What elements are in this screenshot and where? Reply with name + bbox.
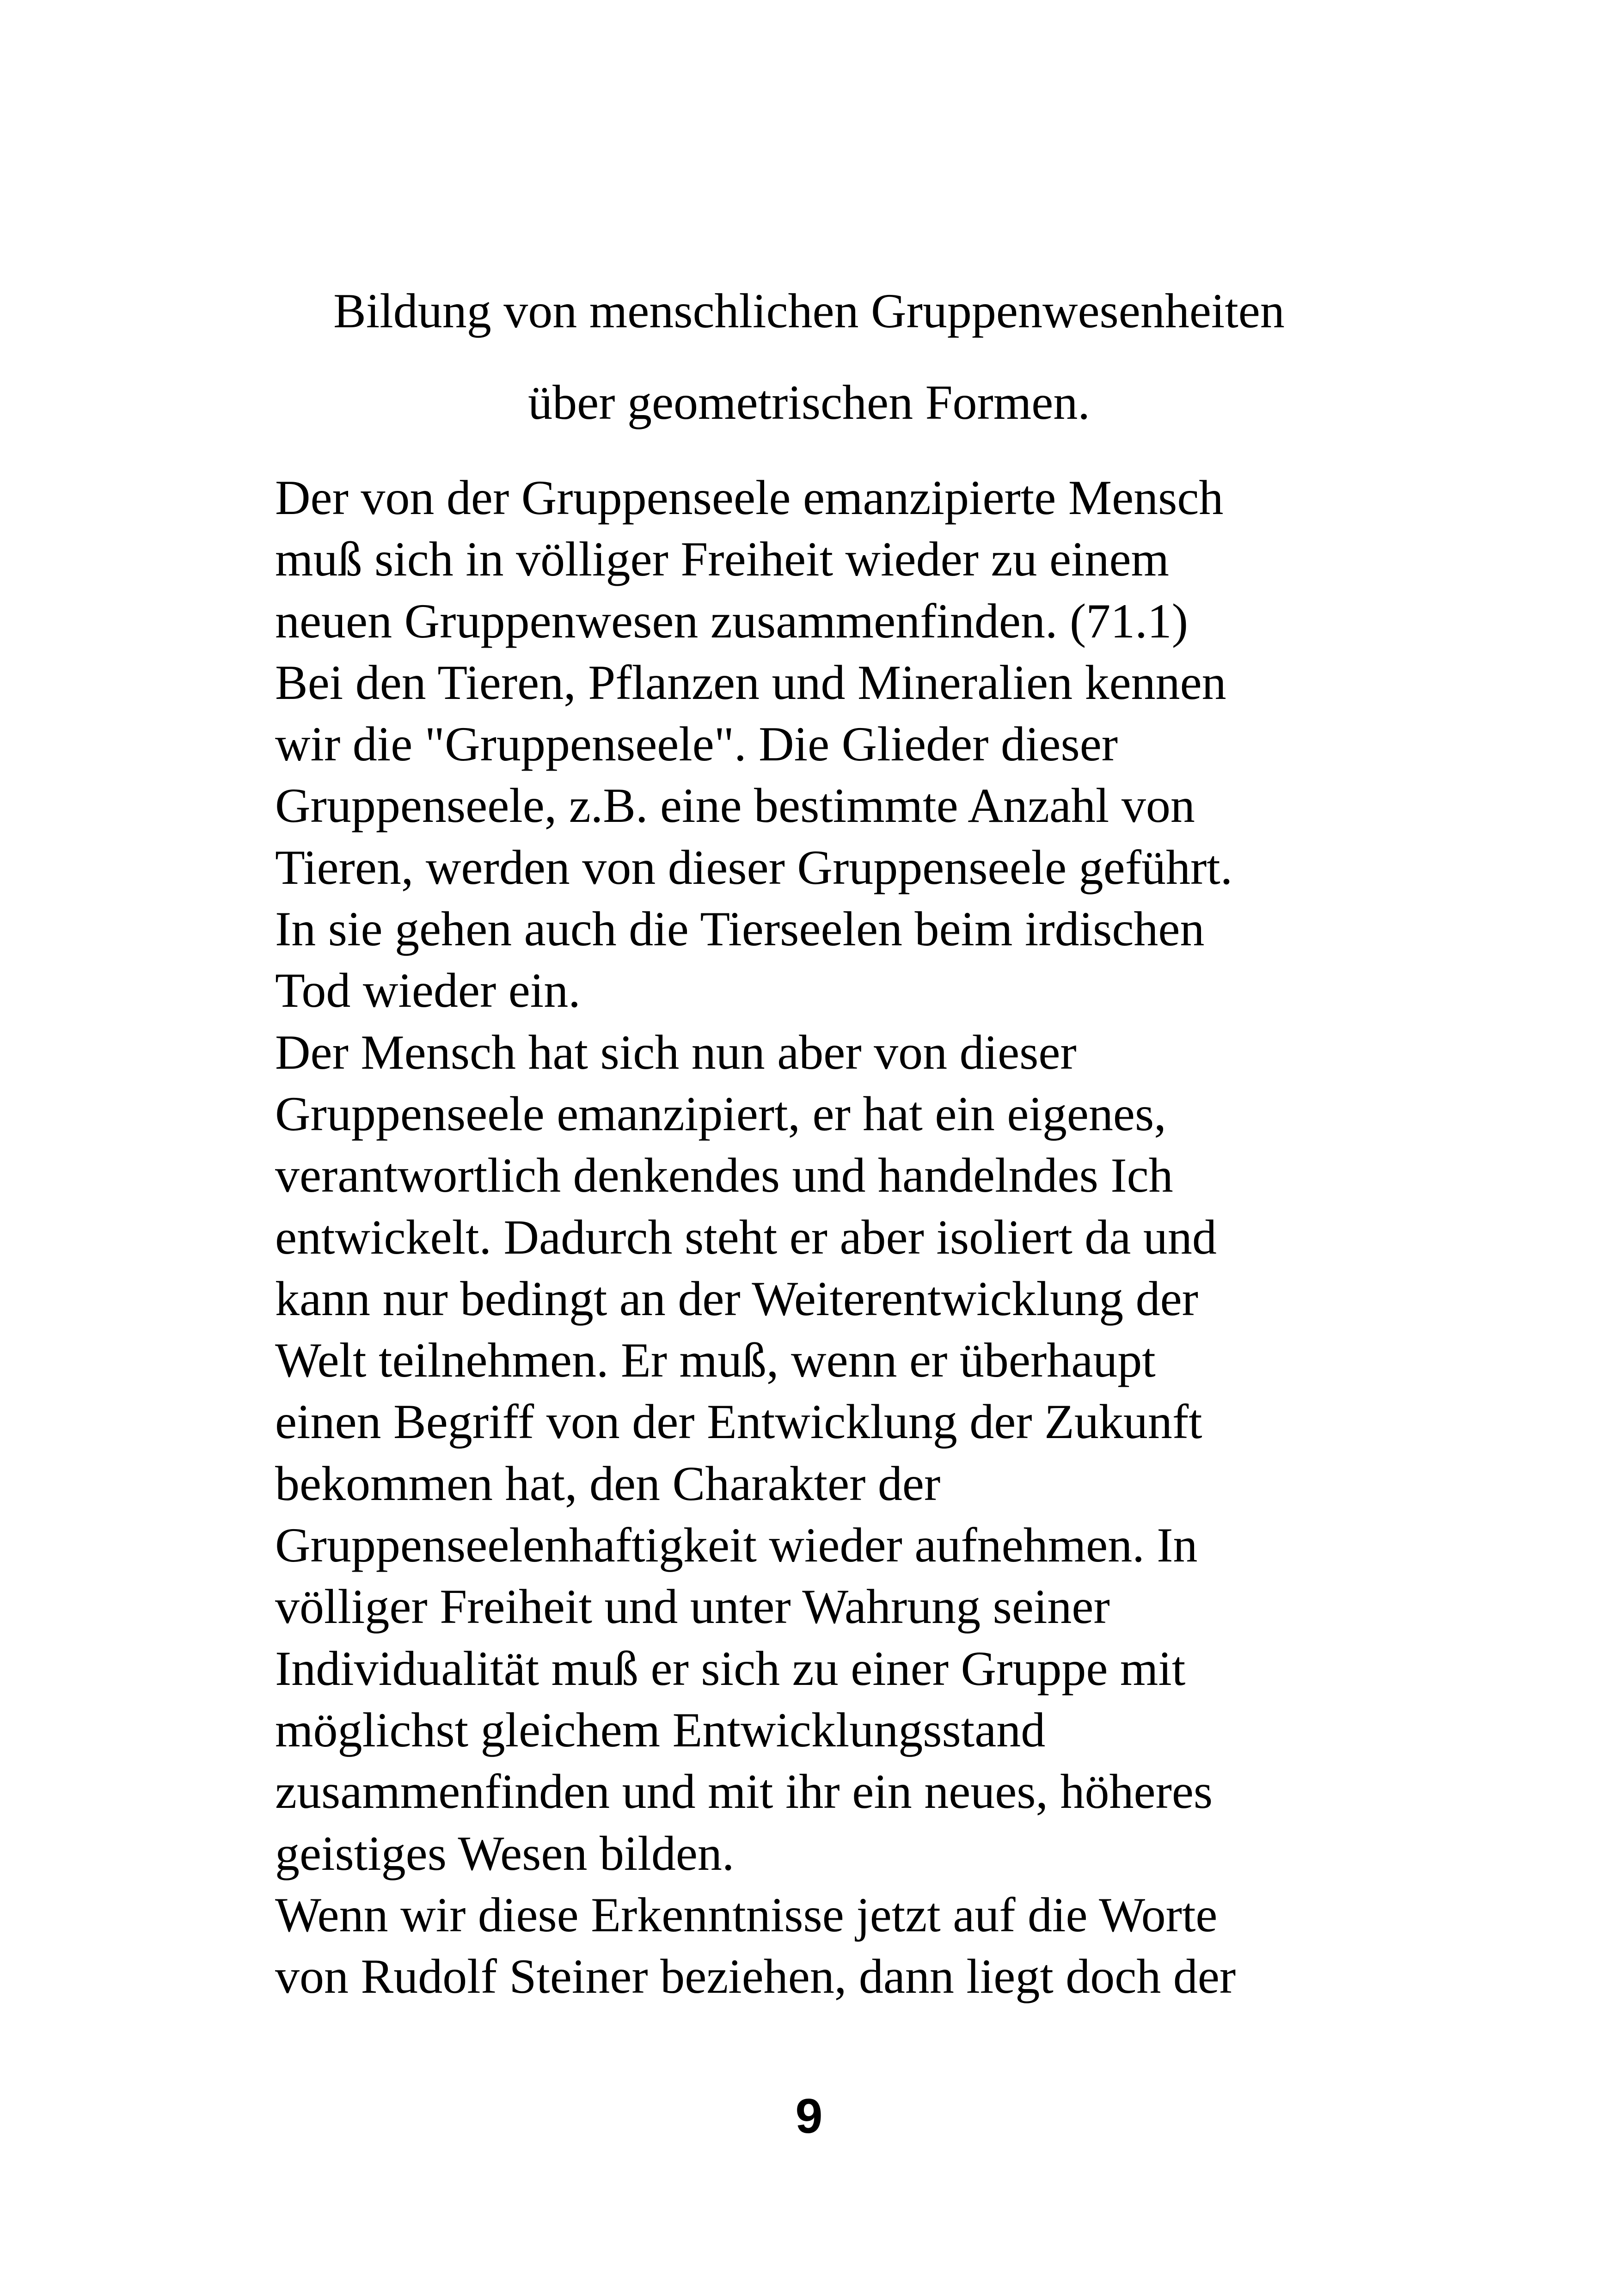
text-line: Tieren, werden von dieser Gruppenseele geführt. [275,840,1233,894]
text-line: völliger Freiheit und unter Wahrung seiner [275,1580,1110,1634]
text-line: von Rudolf Steiner beziehen, dann liegt doch der [275,1949,1236,2004]
text-line: Der von der Gruppenseele emanzipierte Mensch [275,471,1224,525]
text-line: kann nur bedingt an der Weiterentwicklung der [275,1271,1198,1326]
paragraph [275,467,1606,1022]
text-line: zusammenfinden und mit ihr ein neues, höheres [275,1764,1213,1819]
text-line: bekommen hat, den Charakter der [275,1456,941,1511]
text-line: möglichst gleichem Entwicklungsstand [275,1702,1046,1757]
text-line: Welt teilnehmen. Er muß, wenn er überhaupt [275,1333,1156,1388]
text-line: Gruppenseelenhaftigkeit wieder aufnehmen. In [275,1518,1198,1573]
text-line: In sie gehen auch die Tierseelen beim irdischen [275,902,1205,956]
text-line: wir die "Gruppenseele". Die Glieder dieser [275,717,1118,771]
text-line: Wenn wir diese Erkenntnisse jetzt auf die Worte [275,1887,1218,1942]
text-line: Individualität muß er sich zu einer Gruppe mit [275,1641,1186,1696]
text-line: Gruppenseele emanzipiert, er hat ein eigenes, [275,1086,1166,1141]
text-line: einen Begriff von der Entwicklung der Zukunft [275,1395,1202,1449]
page-number: 9 [795,2089,823,2143]
paragraph [275,1022,1606,1884]
body-text [275,467,1606,2007]
text-line: Tod wieder ein. [275,963,581,1018]
text-line: geistiges Wesen bilden. [275,1826,735,1880]
text-line: entwickelt. Dadurch steht er aber isoliert da und [275,1210,1217,1264]
text-line: muß sich in völliger Freiheit wieder zu einem [275,532,1169,587]
text-line: Der Mensch hat sich nun aber von dieser [275,1025,1077,1079]
text-line: neuen Gruppenwesen zusammenfinden. (71.1) [275,594,1189,648]
text-line: Gruppenseele, z.B. eine bestimmte Anzahl von [275,778,1195,833]
paragraph [275,1884,1606,2008]
text-line: Bei den Tieren, Pflanzen und Mineralien kennen [275,655,1226,710]
chapter-title: Bildung von menschlichen Gruppenwesenheiten [333,284,1285,338]
text-line: verantwortlich denkendes und handelndes Ich [275,1148,1173,1203]
chapter-subtitle: über geometrischen Formen. [528,375,1090,429]
